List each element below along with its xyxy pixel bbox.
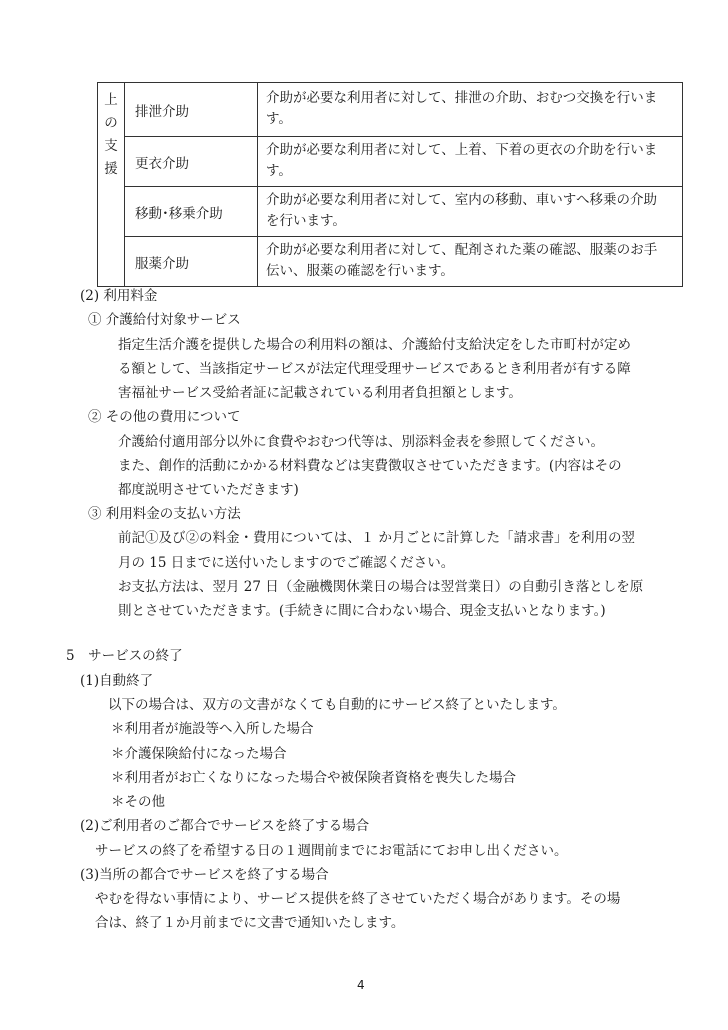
category-char: 上	[104, 92, 118, 108]
table-row	[98, 187, 683, 237]
body-text-line: 都度説明させていただきます)	[118, 482, 299, 498]
desc-line: す。	[266, 163, 292, 179]
service-name: 更衣介助	[125, 137, 258, 187]
body-text-line: 則とさせていただきます。(手続きに間に合わない場合、現金支払いとなります。)	[118, 603, 606, 619]
body-text-line: やむを得ない事情により、サービス提供を終了させていただく場合があります。その場	[95, 891, 621, 907]
desc-line: す。	[266, 111, 292, 127]
desc-line: 伝い、服薬の確認を行います。	[266, 263, 454, 279]
service-name: 排泄介助	[125, 83, 258, 137]
section-heading: 5 サービスの終了	[66, 648, 183, 664]
service-desc	[258, 187, 683, 237]
page-number: 4	[357, 978, 365, 992]
subsection-heading: ② その他の費用について	[88, 409, 241, 425]
desc-line: 介助が必要な利用者に対して、配剤された薬の確認、服薬のお手	[266, 242, 658, 258]
service-name: 移動･移乗介助	[125, 187, 258, 237]
service-name: 服薬介助	[125, 237, 258, 287]
service-desc	[258, 237, 683, 287]
desc-line: 介助が必要な利用者に対して、排泄の介助、おむつ交換を行いま	[266, 90, 658, 106]
body-text-line: 以下の場合は、双方の文書がなくても自動的にサービス終了といたします。	[108, 697, 566, 713]
subsection-heading: (2)ご利用者のご都合でサービスを終了する場合	[80, 818, 370, 834]
body-text-line: る額として、当該指定サービスが法定代理受理サービスであるとき利用者が有する障	[118, 361, 631, 377]
list-item: ＊利用者がお亡くなりになった場合や被保険者資格を喪失した場合	[111, 770, 516, 786]
table-row	[98, 83, 683, 137]
body-text-line: 月の 15 日までに送付いたしますのでご確認ください。	[118, 555, 455, 571]
section-heading: (2) 利用料金	[80, 288, 158, 304]
body-text-line: また、創作的活動にかかる材料費などは実費徴収させていただきます。(内容はその	[118, 458, 622, 474]
body-text-line: サービスの終了を希望する日の１週間前までにお電話にてお申し出ください。	[95, 843, 568, 859]
desc-line: を行います。	[266, 213, 346, 229]
service-desc	[258, 137, 683, 187]
body-text-line: 合は、終了１か月前までに文書で通知いたします。	[95, 915, 405, 931]
subsection-heading: ① 介護給付対象サービス	[88, 312, 241, 328]
list-item: ＊介護保険給付になった場合	[111, 746, 287, 762]
body-text-line: 害福祉サービス受給者証に記載されている利用者負担額とします。	[118, 385, 522, 401]
service-desc	[258, 83, 683, 137]
body-text-line: 指定生活介護を提供した場合の利用料の額は、介護給付支給決定をした市町村が定め	[118, 337, 631, 353]
list-item: ＊その他	[111, 794, 165, 810]
category-cell	[98, 83, 125, 287]
category-char: 支	[104, 138, 118, 154]
body-text-line: 介護給付適用部分以外に食費やおむつ代等は、別添料金表を参照してください。	[118, 434, 604, 450]
body-text-line: お支払方法は、翌月 27 日（金融機関休業日の場合は翌営業日）の自動引き落としを原	[118, 579, 644, 595]
subsection-heading: (1)自動終了	[80, 673, 154, 689]
table-row	[98, 237, 683, 287]
category-char: の	[104, 115, 118, 131]
subsection-heading: ③ 利用料金の支払い方法	[88, 506, 241, 522]
list-item: ＊利用者が施設等へ入所した場合	[111, 721, 314, 737]
desc-line: 介助が必要な利用者に対して、室内の移動、車いすへ移乗の介助	[266, 192, 657, 208]
desc-line: 介助が必要な利用者に対して、上着、下着の更衣の介助を行いま	[266, 142, 658, 158]
subsection-heading: (3)当所の都合でサービスを終了する場合	[80, 867, 329, 883]
table-row	[98, 137, 683, 187]
category-char: 援	[104, 161, 118, 177]
body-text-line: 前記①及び②の料金・費用については、１ か月ごとに計算した「請求書」を利用の翌	[118, 530, 636, 546]
service-table	[97, 82, 683, 287]
